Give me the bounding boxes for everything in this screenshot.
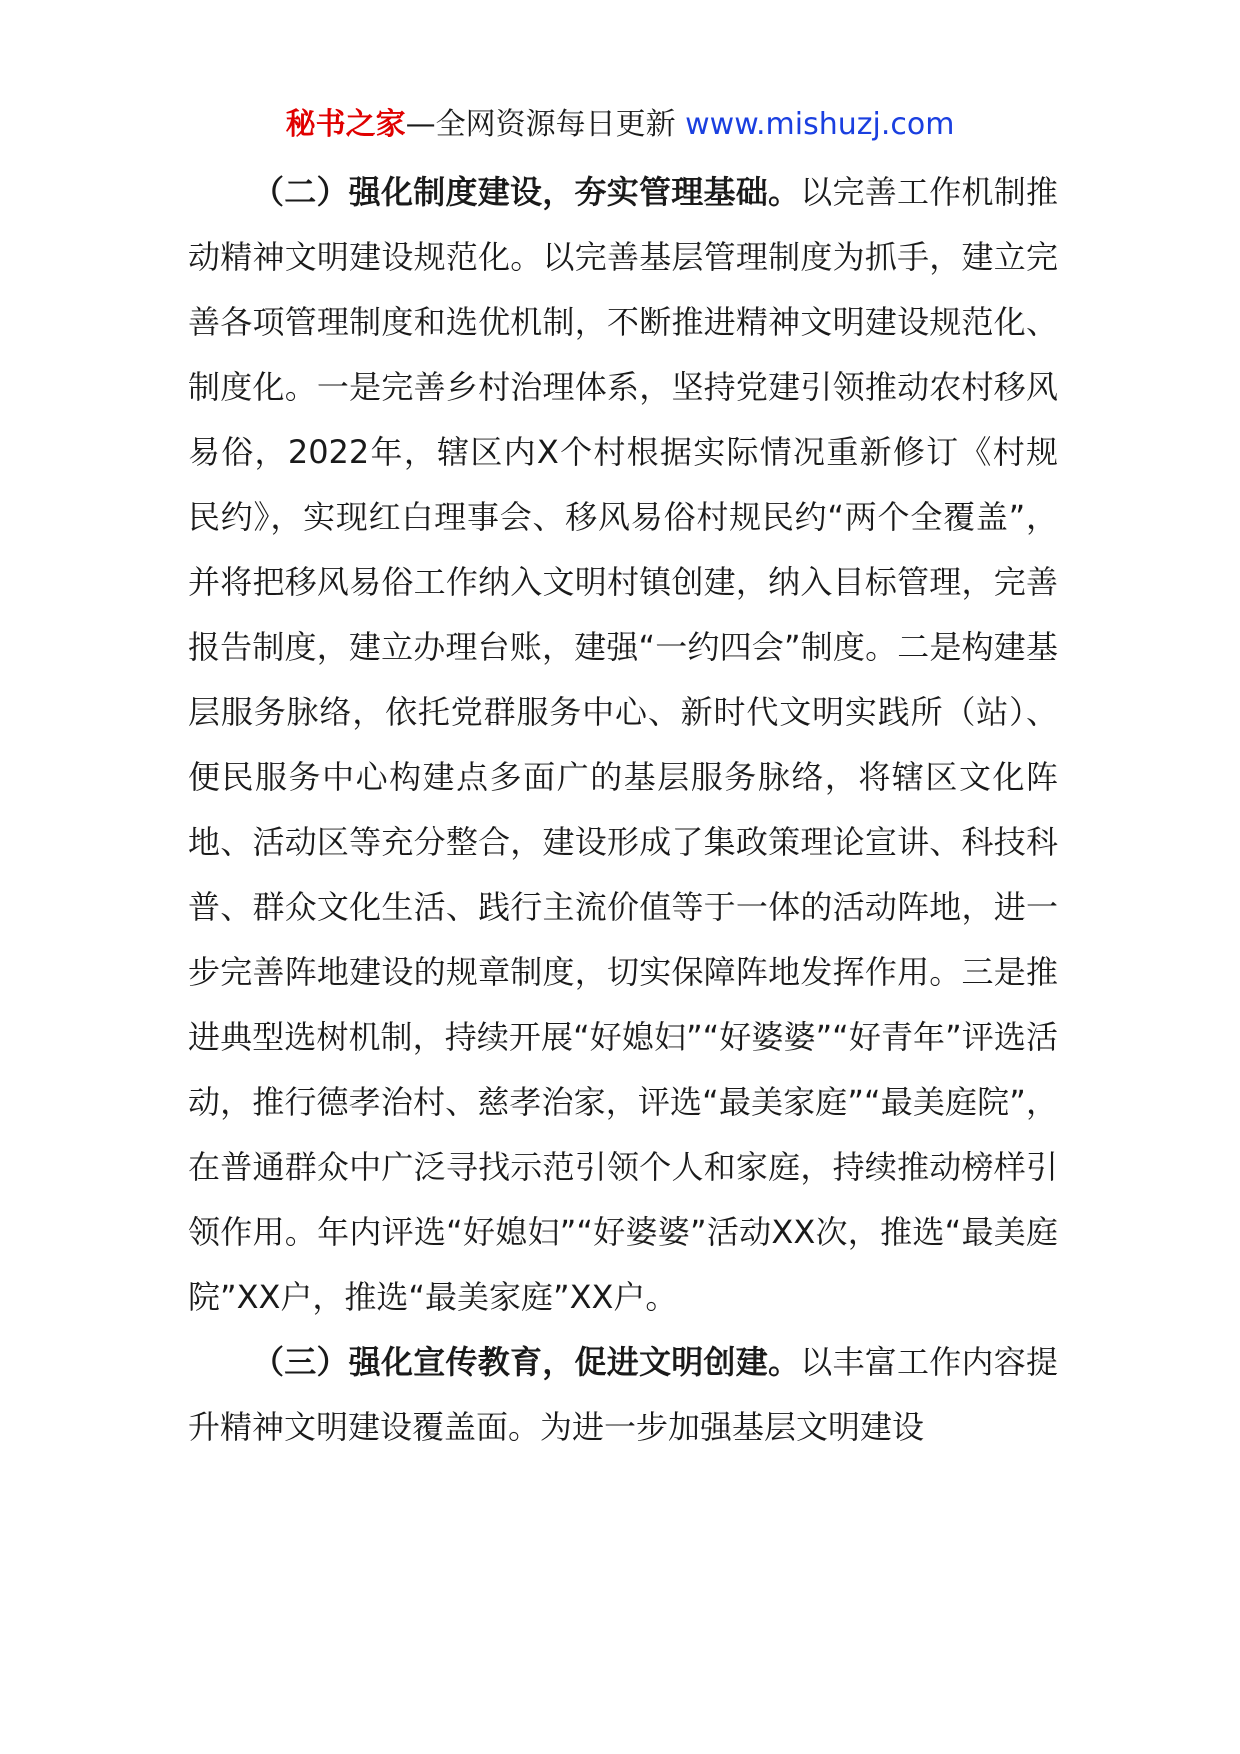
paragraph (188, 1330, 1058, 1460)
paragraph-text: 以丰富工作内容提升精神文明建设覆盖面。为进一步加强基层文明建设 (188, 1343, 1058, 1446)
paragraph (188, 160, 1058, 1330)
header-slogan: —全网资源每日更新 (405, 107, 676, 142)
site-url[interactable]: www.mishuzj.com (685, 107, 955, 142)
section-heading: （二）强化制度建设，夯实管理基础。 (252, 173, 801, 211)
site-header (0, 100, 1240, 150)
brand-name: 秘书之家 (285, 107, 406, 142)
section-heading: （三）强化宣传教育，促进文明创建。 (252, 1343, 801, 1381)
paragraph-text: 以完善工作机制推动精神文明建设规范化。以完善基层管理制度为抓手，建立完善各项管理制度和选优机制，不断推进精神文明建设规范化、制度化。一是完善乡村治理体系，坚持党建引领推动农村移风易俗，2022年，辖区内X个村根据实际情况重新修订《村规民约》，实现红白理事会、移风易俗村规民约“两个全覆盖”，并将把移风易俗工作纳入文明村镇创建，纳入目标管理，完善报告制度，建立办理台账，建强“一约四会”制度。二是构建基层服务脉络，依托党群服务中心、新时代文明实践所（站）、便民服务中心构建点多面广的基层服务脉络，将辖区文化阵地、活动区等充分整合，建设形成了集政策理论宣讲、科技科普、群众文化生活、践行主流价值等于一体的活动阵地，进一步完善阵地建设的规章制度，切实保障阵地发挥作用。三是推进典型选树机制，持续开展“好媳妇”“好婆婆”“好青年”评选活动，推行德孝治村、慈孝治家，评选“最美家庭”“最美庭院”，在普通群众中广泛寻找示范引领个人和家庭，持续推动榜样引领作用。年内评选“好媳妇”“好婆婆”活动XX次，推选“最美庭院”XX户，推选“最美家庭”XX户。 (188, 173, 1058, 1316)
document-body (188, 160, 1058, 1460)
